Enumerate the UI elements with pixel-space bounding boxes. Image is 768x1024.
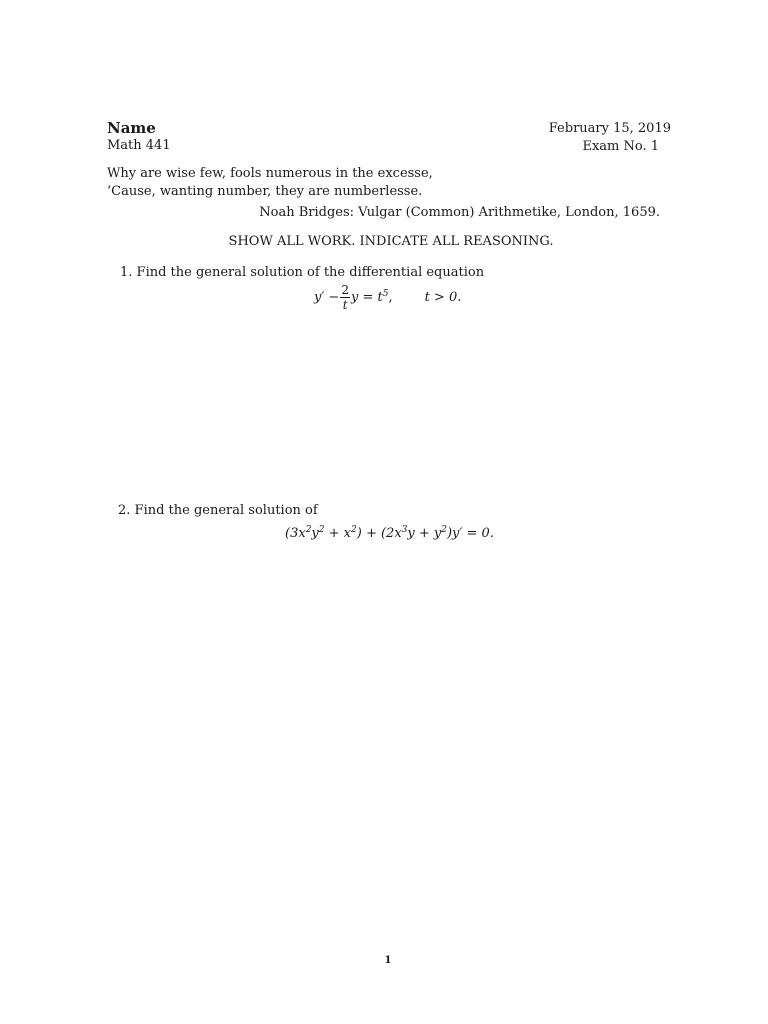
epigraph-attribution: Noah Bridges: Vulgar (Common) Arithmetike, London, 1659.	[259, 205, 660, 220]
eq1-fraction-numerator: 2	[341, 283, 349, 297]
eq1-condition: t > 0.	[424, 290, 462, 305]
eq1-comma: ,	[388, 290, 393, 305]
page-number: 1	[384, 955, 392, 966]
problem-2-text: Find the general solution of	[134, 503, 318, 518]
exam-date: February 15, 2019	[548, 121, 671, 136]
problem-1-text: Find the general solution of the differential equation	[136, 265, 485, 280]
problem-2-number: 2.	[118, 503, 131, 518]
eq1-fraction	[340, 284, 350, 311]
eq1-exponent: 5	[382, 289, 389, 299]
problem-2	[118, 503, 318, 518]
eq1-lhs-start: y′ −	[314, 290, 340, 305]
problem-1-number: 1.	[120, 265, 133, 280]
eq1-fraction-denominator: t	[342, 298, 348, 312]
problem-2-equation: $(3x^2y^2 + x^2) + (2x^3y + y^2)y' = 0$.	[285, 525, 494, 541]
epigraph-line-2: ‘Cause, wanting number, they are numberlesse.	[107, 184, 423, 199]
epigraph-line-1: Why are wise few, fools numerous in the excesse,	[107, 166, 433, 181]
problem-1-equation	[314, 284, 461, 311]
exam-number: Exam No. 1	[582, 139, 659, 154]
course-label: Math 441	[107, 138, 171, 153]
name-label: Name	[107, 119, 156, 137]
problem-1	[120, 265, 484, 280]
eq1-lhs-end: $y = t^5$,	[350, 289, 393, 305]
instructions: SHOW ALL WORK. INDICATE ALL REASONING.	[228, 234, 554, 249]
